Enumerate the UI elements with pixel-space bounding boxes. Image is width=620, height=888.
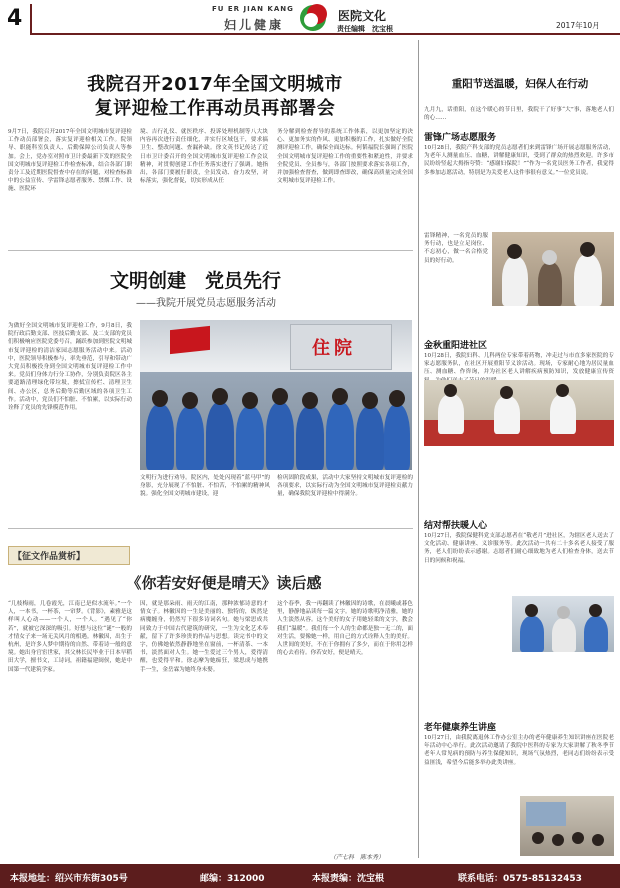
article3-col3: 这个春季，我一再翻读了林徽因的诗歌，在晨曦或暮色里，静静地品读每一篇文字。她的诗歌明净清雅，她的人生淡然从容。这个美好的女子用她轻柔的文字，教会我们“温暖”。我们每一个人的生命都是独一无二的，面对生活，要像她一样，用自己的方式诠释人生的美好。人世间的美好，不在于你拥有了多少，而在于你用怎样的心去看待。你若安好，便是晴天。 — [277, 601, 413, 657]
footer-chief: 本报责编：沈宝根 — [312, 874, 385, 884]
article1-title-line2: 复评迎检工作再动员再部署会 — [94, 98, 336, 119]
footer-postcode: 邮编：312000 — [200, 874, 265, 884]
s1-title: 雷锋广场志愿服务 — [424, 133, 497, 143]
flag-icon — [170, 326, 210, 354]
s2-text: 10月28日，我院妇科、儿科两位专家带着药物，冲走过与市直多家医院的专家志愿服务队，在社区开展重阳节义诊活动。现场，专家耐心地为居民量血压、测血糖、作咨询，并为社区老人讲解疾病预防知识，发放健康宣传资 — [424, 353, 614, 376]
page-number-box — [0, 4, 32, 34]
s1-text-2: 雷锋精神，一名党员的服务行动，也是立足岗位、不忘初心，做一名合格党员的好行动。 — [424, 233, 488, 264]
essay-tag-box — [8, 546, 130, 565]
paper-pinyin: FU ER JIAN KANG — [212, 5, 294, 13]
article2-left-text: 为做好全国文明城市复评迎检工作，9月8日，我院行政后勤支部、医技后勤支部、及二支部的党员们积极响应医院党委号召，踊跃参加到医院文明城市复评迎检的清洁家园志愿服务活动中来。活动中，医院领导积极参与，率先垂范，引导和带动广大党员积极投身到全国文明城市复评迎检工作中来。党员们身体力行分工协作，分别负责院区各主要道路清理绿化带垃圾，擦拭宣传栏、清理卫生间、办公区，总务后勤等后勤区域的各项卫生工作。活动中，党员们不怕脏、不怕累，以实际行动诠释了党员的先锋模范作用。 — [8, 323, 132, 412]
s4-text: 10月27日，由我院离退休工作办公室主办的老年健康养生知识讲座在医院老年活动中心举行。此次活动邀请了我院中医科的专家为大家讲解了秋冬季节老年人常见病的预防与养生保健知识，现场气氛热烈，老同志们纷纷表示受益匪浅，希望今后能多举办此类讲座。 — [424, 735, 614, 766]
s3-photo — [512, 596, 614, 652]
article1-title-line1: 我院召开2017年全国文明城市 — [87, 74, 343, 95]
article1-col1: 9月7日，我院召开2017年全国文明城市复评迎检工作动员部署会，落实复评迎检相关工作。院领导、职能科室负责人、后勤保障公司负责人等参加。会上，党办室对照市卫计委最新下发的医院全国文明城市复评迎检工作检查标准，结合各部门职责分工及近期医院督查中存在的问题，对检查标准中的公益宣传、学雷锋志愿者服务、禁烟工作、设施、医院环 — [8, 129, 132, 193]
volunteer-group-photo — [140, 320, 412, 470]
s3-title: 结对帮扶暖人心 — [424, 521, 488, 531]
article3-col2: 因，就是那朵雨、雨天的江南，那种浓郁诗意的才情女子。林徽因的一生是美丽的、独特的，纵然是病魔缠身，仍然写下很多诗词名句。她与梁思成共同致力于中国古代建筑的研究，一生为文化艺术奉献，留下了许多珍贵的作品与思想。读完书中的文字，仿佛她依然静静地坐在窗前，一杯清茶、一本书，淡然面对人生。她一生爱过三个男人，爱得清醒，也爱得平和。徐志摩为她痴狂，梁思成与她携手一生，金岳霖为她终身未娶。 — [140, 601, 268, 673]
s1-text: 10月28日，我院产科支部的党员志愿者们来到雷锋广场开展志愿服务活动，为老年人测量血压、血糖，讲解健康知识，受到了群众的热烈欢迎。许多市民纷纷竖起大拇指夸赞：“感谢妇保院！”“作为一名党员医务工作者，我觉得多参加志愿活动，特别是为关爱老人这件事很有意义。”一位党员说。 — [424, 145, 614, 176]
footer-address: 本报地址：绍兴市东街305号 — [10, 874, 128, 884]
s2-photo — [424, 380, 614, 446]
column-divider — [418, 40, 419, 858]
right-intro: 九月九，话重阳，在这个暖心的节日里，我院干了好事“大”事，落地老人们的心…… — [424, 107, 614, 122]
s4-photo — [520, 796, 614, 856]
section-editor: 责任编辑 沈宝根 — [337, 25, 393, 33]
article1-col2: 境、吉行礼仪、就医秩序、投诉处理机制等八大块内容再次进行责任细化，并实行区域包干，要求搞卫生、整改问题、查漏补缺。徐文英书记传达了近日市卫计委召开的全国文明城市复评迎检工作会议精神，对贯彻创建工作任务落实进行了强调。她指出，各部门要履行职责，全员发动、奋力攻坚，对标落实，强化督促，切实形成从任 — [140, 129, 268, 185]
article2-subtitle: ——我院开展党员志愿服务活动 — [136, 298, 276, 309]
section-title: 医院文化 — [338, 9, 387, 23]
photo-sign: 住院 — [312, 338, 356, 359]
issue-date: 2017年10月 — [556, 21, 600, 30]
footer-bar — [0, 864, 620, 888]
article3-col1: “几枝梅雨，几卷霞光，江南已是似水流年。”一个人，一本书，一杯茶，一帘梦。《背影》，素雅是这样叫人心动——一个人，一个人。“遇见了“你若”，就被它深深的吸引。好想与这位“谜”一般的才情女子来一场无关风月的相遇。林徽因，出生于杭州，是许多人梦中期待的自然、带着诗一般的意境。她出身官宦世家，其父林长民毕业于日本早稻田大学，擅书文，工诗词，祖籍福建闽侯，她是中国第一代建筑学家。 — [8, 601, 132, 673]
footer-phone: 联系电话：0575-85132453 — [458, 874, 582, 884]
s1-photo — [492, 232, 614, 306]
right-title: 重阳节送温暖，妇保人在行动 — [451, 78, 589, 90]
article1-divider — [8, 250, 413, 251]
hospital-logo-icon — [296, 3, 330, 33]
paper-name: 妇儿健康 — [224, 18, 285, 32]
article1-col3: 务分解到检查督导的系统工作体系，以更加坚定的决心、更加务实的作风、更加积极的工作，扎实做好全院测评迎检工作，确保全面达标。何韬福院长强调了医院全国文明城市复评迎检工作的重要性和紧迫性，并要求全院党员、全员参与，各部门按照要求落实各项工作，并加强检查督查，做到即查即改，确保高质量完成全国文明城市复评迎检工作。 — [277, 129, 413, 185]
article2-mid-text: 文明行为进行劝导。院区内，处处闪现着“蓝马甲”的身影，充分展现了不怕脏、不怕苦，不怕累的精神风貌。强化全国文明城市建设，迎 — [140, 475, 270, 498]
page-number: 4 — [7, 6, 23, 31]
s3-text: 10月27日，我院保健科党支部志愿者在“敬老月”进社区，为辖区老人送去了文化活动、健康讲座、义诊服务等。此次活动一共有二十多名老人接受了服务，老人们纷纷表示感谢。志愿者们耐心细致地为老人们检查身体，送去节日的问候和祝福。 — [424, 533, 614, 564]
article2-right-text: 检巩固阶段成果，活动中大家坚持文明城市复评迎检的各项要求，以实际行动为全国文明城市复评迎检贡献力量，确保我院复评迎检中得满分。 — [277, 475, 413, 498]
article2-divider — [8, 528, 413, 529]
article3-title: 《你若安好便是晴天》读后感 — [126, 574, 322, 592]
header-rule — [30, 33, 620, 35]
s4-title: 老年健康养生讲座 — [424, 723, 497, 733]
article3-signature: （产七科 陈本秀） — [330, 854, 385, 861]
s2-title: 金秋重阳进社区 — [424, 341, 488, 351]
article2-title: 文明创建 党员先行 — [110, 270, 282, 292]
essay-tag: 【征文作品赏析】 — [13, 552, 86, 562]
